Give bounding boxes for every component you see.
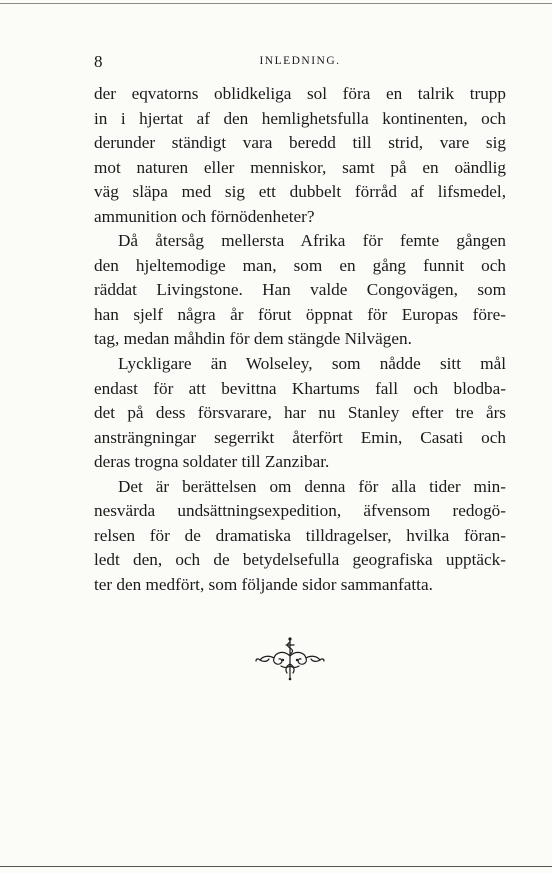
- paragraph: [94, 352, 506, 475]
- text-line: in i hjertat af den hemlighetsfulla kontinenten, och: [94, 108, 506, 128]
- text-line: deras trogna soldater till Zanzibar.: [94, 452, 330, 472]
- text-line: Lyckligare än Wolseley, som nådde sitt mål: [118, 354, 506, 374]
- text-line: der eqvatorns oblidkeliga sol föra en talrik trupp: [94, 84, 506, 103]
- text-line: tag, medan måhdin för dem stängde Nilvägen.: [94, 329, 412, 349]
- text-line: ansträngningar segerrikt återfört Emin, Casati och: [94, 427, 506, 447]
- text-line: endast för att bevittna Khartums fall och blodba-: [94, 378, 506, 398]
- paragraph: [94, 475, 506, 598]
- text-line: derunder ständigt vara beredd till strid, vare sig: [94, 133, 506, 153]
- bottom-rule: [0, 866, 552, 867]
- top-rule: [0, 3, 552, 4]
- text-line: väg släpa med sig ett dubbelt förråd af lifsmedel,: [94, 182, 506, 202]
- text-line: mot naturen eller menniskor, samt på en oändlig: [94, 157, 506, 177]
- text-line: Det är berättelsen om denna för alla tider min-: [118, 476, 506, 496]
- page-header: [94, 52, 506, 72]
- body-text: [94, 82, 506, 597]
- page-number: 8: [94, 52, 103, 71]
- text-line: Då återsåg mellersta Afrika för femte gången: [118, 231, 506, 251]
- running-head: INLEDNING.: [259, 55, 341, 67]
- text-line: ter den medfört, som följande sidor sammanfatta.: [94, 574, 433, 594]
- text-line: den hjeltemodige man, som en gång funnit och: [94, 255, 506, 275]
- text-line: relsen för de dramatiska tilldragelser, hvilka föran-: [94, 525, 506, 545]
- text-line: ledt den, och de betydelsefulla geografiska upptäck-: [94, 550, 506, 570]
- paragraph: [94, 229, 506, 352]
- text-line: det på dess försvarare, har nu Stanley efter tre års: [94, 403, 506, 423]
- floral-vignette-icon: [255, 636, 325, 682]
- text-line: ammunition och förnödenheter?: [94, 206, 315, 226]
- text-line: räddat Livingstone. Han valde Congovägen, som: [94, 280, 506, 300]
- paragraph: [94, 82, 506, 229]
- text-line: nesvärda undsättningsexpedition, äfvensom redogö-: [94, 501, 506, 521]
- text-line: han sjelf några år förut öppnat för Europas före-: [94, 304, 506, 324]
